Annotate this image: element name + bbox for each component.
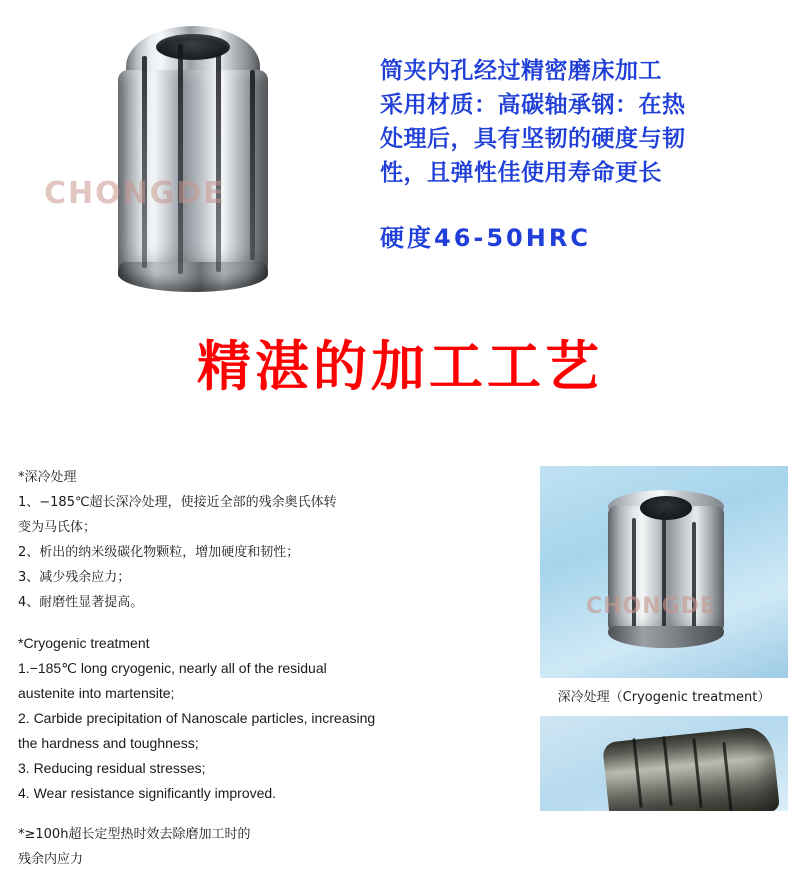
cn-item: 4、耐磨性显著提高。 — [18, 595, 144, 610]
collet-illustration — [112, 26, 274, 294]
description-line: 采用材质：高碳轴承钢：在热 — [380, 92, 686, 118]
collet-slot — [250, 70, 255, 260]
description-line: 处理后，具有坚韧的硬度与韧 — [380, 126, 686, 152]
collet-slot — [142, 56, 147, 268]
product-photo-main — [30, 8, 360, 308]
cn-item: 3、减少残余应力； — [18, 570, 131, 585]
photo-caption: 深冷处理（Cryogenic treatment） — [557, 690, 771, 705]
collet-closeup-photo — [540, 716, 788, 811]
collet-bottom-ring — [608, 626, 724, 648]
product-description-block — [380, 54, 780, 253]
cryogenic-collet-photo — [540, 466, 788, 678]
collet-main-body — [118, 70, 268, 278]
collet-bore-hole — [640, 496, 692, 520]
cryogenic-text-block — [18, 466, 438, 872]
description-line: 性，且弹性佳使用寿命更长 — [380, 160, 662, 186]
cn-footer-line: *≥100h超长定型热时效去除磨加工时的 — [18, 827, 251, 842]
cn-item: 2、析出的纳米级碳化物颗粒，增加硬度和韧性； — [18, 545, 300, 560]
en-item: 1.−185℃ long cryogenic, nearly all of the residual — [18, 660, 327, 676]
cn-item: 1、−185℃超长深冷处理，使接近全部的残余奥氏体转 — [18, 495, 337, 510]
watermark-text: CHONGDE — [44, 176, 226, 211]
en-item: 3. Reducing residual stresses; — [18, 760, 206, 776]
page-headline: 精湛的加工工艺 — [197, 335, 603, 398]
collet-slot — [216, 52, 221, 272]
description-line: 筒夹内孔经过精密磨床加工 — [380, 58, 662, 84]
en-heading: *Cryogenic treatment — [18, 635, 150, 651]
en-item: austenite into martensite; — [18, 685, 175, 701]
collet-bottom-ring — [118, 262, 268, 292]
cn-footer-line: 残余内应力 — [18, 852, 84, 867]
cn-heading: *深冷处理 — [18, 470, 77, 485]
spacer — [18, 615, 438, 631]
hardness-spec: 硬度46-50HRC — [380, 224, 591, 252]
cn-item: 变为马氏体； — [18, 520, 97, 535]
top-section — [0, 0, 800, 310]
spacer — [18, 806, 438, 822]
en-item: 4. Wear resistance significantly improved. — [18, 785, 277, 801]
collet-dark-body — [602, 725, 780, 811]
collet-illustration-secondary — [606, 490, 726, 652]
watermark-text: CHONGDE — [586, 594, 717, 619]
en-item: 2. Carbide precipitation of Nanoscale particles, increasing — [18, 710, 376, 726]
collet-slot — [178, 44, 183, 274]
en-item: the hardness and toughness; — [18, 735, 199, 751]
